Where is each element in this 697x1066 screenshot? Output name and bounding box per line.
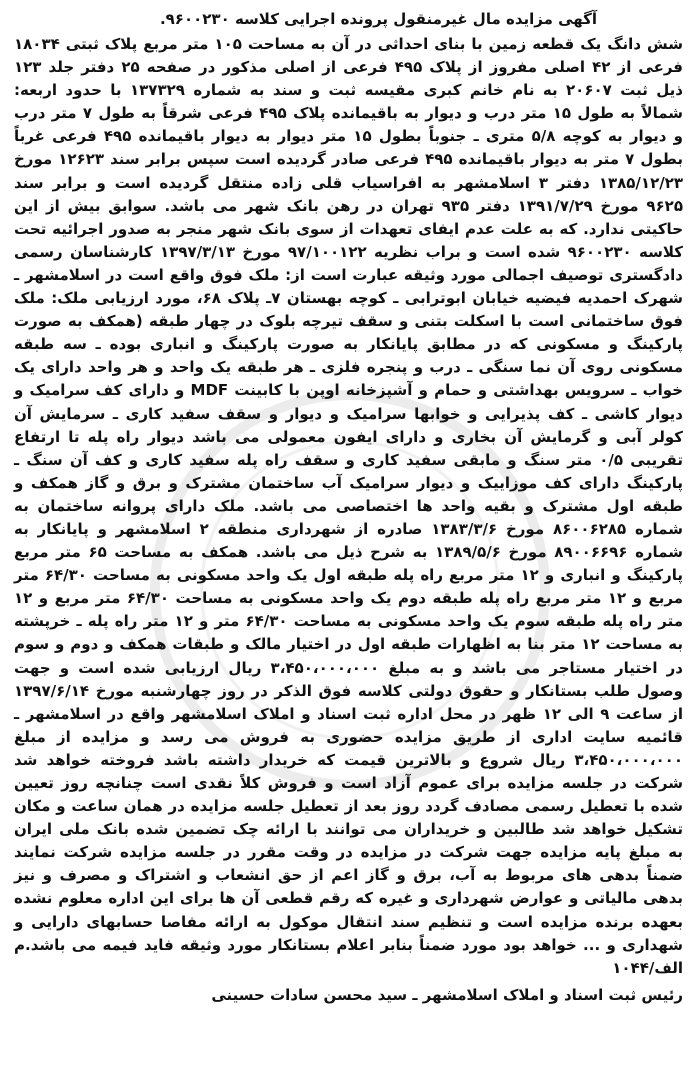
notice-title: آگهی مزایده مال غیرمنقول پرونده اجرایی کلاسه ۹۶۰۰۲۳۰. (159, 10, 598, 28)
notice-signature: رئیس ثبت اسناد و املاک اسلامشهر ـ سید محسن سادات حسینی (211, 985, 683, 1004)
notice-content (14, 8, 683, 1007)
notice-body: شش دانگ یک قطعه زمین با بنای احداثی در آن به مساحت ۱۰۵ متر مربع پلاک ثبتی ۱۸۰۳۴ فرعی از ۴۲ اصلی مفروز از پلاک ۴۹۵ فرعی از اصلی مذکور در صفحه ۲۵ دفتر جلد ۱۲۳ ذیل ثبت ۲۰۶۰۷ به نام خانم کبری مقیسه ثبت و سند به شماره ۱۳۷۳۲۹ با حدود اربعه: شمالاً به طول ۱۵ متر درب و دیوار به باقیمانده پلاک ۴۹۵ فرعی شرقاً به طول ۷ متر درب و دیوار به کوچه ۵/۸ متری ـ جنوباً بطول ۱۵ متر دیوار به دیوار باقیمانده ۴۹۵ فرعی غرباً بطول ۷ متر به دیوار باقیمانده ۴۹۵ فرعی صادر گردیده است سپس برابر سند ۱۲۶۲۳ مورخ ۱۳۸۵/۱۲/۲۳ دفتر ۳ اسلامشهر به افراسیاب قلی زاده منتقل گردیده است و برابر سند ۹۶۲۵ مورخ ۱۳۹۱/۷/۲۹ دفتر ۹۳۵ تهران در رهن بانک شهر می باشد. سوابق بیش از این حاکیتی ندارد. که به علت عدم ایفای تعهدات از سوی بانک شهر منجر به صدور اجرائیه تحت کلاسه ۹۶۰۰۲۳۰ شده است و براب نظریه ۹۷/۱۰۰۱۲۲ مورخ ۱۳۹۷/۳/۱۳ کارشناسان رسمی دادگستری توصیف اجمالی مورد وثیقه عبارت است از: ملک فوق واقع است در اسلامشهر ـ شهرک احمدیه فیضیه خیابان ابوترابی ـ کوچه بهستان ۷ـ پلاک ۶۸، مورد ارزیابی ملک: ملک فوق ساختمانی است با اسکلت بتنی و سقف تیرچه بلوک در چهار طبقه (همکف به صورت پارکینگ و مسکونی که در مطابق پایانکار به صورت پارکینگ و انباری بوده ـ سه طبقه مسکونی روی آن نما سنگی ـ درب و پنجره فلزی ـ هر طبقه یک واحد و هر واحد دارای یک خواب ـ سرویس بهداشتی و حمام و آشپزخانه اوپن با کابینت MDF و دارای کف سرامیک و دیوار کاشی ـ کف پذیرایی و خوابها سرامیک و دیوار و سقف سفید کاری ـ سرمایش آن کولر آبی و گرمایش آن بخاری و دارای ایفون معمولی می باشد دیوار راه پله تا ارتفاع تقریبی ۰/۵ متر سنگ و مابقی سفید کاری و سقف راه پله سفید کاری و کف آن سنگ ـ پارکینگ دارای کف موزاییک و دیوار سرامیک آب ساختمان مشترک و برق و گاز همکف و طبقه اول مشترک و بقیه واحد ها اختصاصی می باشد. ملک دارای پروانه ساختمان به شماره ۸۶۰۰۶۲۸۵ مورخ ۱۳۸۳/۳/۶ صادره از شهرداری منطقه ۲ اسلامشهر و پایانکار به شماره ۸۹۰۰۶۶۹۶ مورخ ۱۳۸۹/۵/۶ به شرح ذیل می باشد. همکف به مساحت ۶۵ متر مربع پارکینگ و انباری و ۱۲ متر مربع راه پله طبقه اول یک واحد مسکونی به مساحت ۶۴/۳۰ متر مربع و ۱۲ متر مربع راه پله طبقه دوم یک واحد مسکونی به مساحت ۶۴/۳۰ متر مربع و ۱۲ متر راه پله طبقه سوم یک واحد مسکونی به مساحت ۶۴/۳۰ متر و ۱۲ متر راه پله ـ خرپشته به مساحت ۱۲ متر بنا به اظهارات طبقه اول در اختیار مالک و طبقات همکف و دوم و سوم در اختیار مستاجر می باشد و به مبلغ ۳،۴۵۰،۰۰۰،۰۰۰ ریال ارزیابی شده است و جهت وصول طلب بستانکار و حقوق دولتی کلاسه فوق الذکر در روز چهارشنبه مورخ ۱۳۹۷/۶/۱۴ از ساعت ۹ الی ۱۲ ظهر در محل اداره ثبت اسناد و املاک اسلامشهر واقع در اسلامشهر ـ قائمیه سایت اداری از طریق مزایده حضوری به فروش می رسد و مزایده از مبلغ ۳،۴۵۰،۰۰۰،۰۰۰ ریال شروع و بالاترین قیمت که خریدار داشته باشد فروخته خواهد شد شرکت در جلسه مزایده برای عموم آزاد است و فروش کلاً نقدی است چنانچه روز تعیین شده با تعطیل رسمی مصادف گردد روز بعد از تعطیل جلسه مزایده در همان ساعت و مکان تشکیل خواهد شد طالبین و خریداران می توانند با ارائه چک تضمین شده بانک ملی ایران به مبلغ پایه مزایده جهت شرکت در مزایده در وقت مقرر در جلسه مزایده شرکت نمایند ضمناً بدهی های مربوط به آب، برق و گاز اعم از حق انشعاب و اشتراک و مصرف و نیز بدهی مالیاتی و عوارض شهرداری و غیره که رقم قطعی آن ها برای این اداره معلوم نشده بعهده برنده مزایده است و تنظیم سند انتقال موکول به ارائه مفاصا حسابهای دارایی و شهداری و ... خواهد بود مورد ضمناً بنابر اعلام بستانکار مورد وثیقه فاید فیمه می باشد.م الف/۱۰۴۴ (14, 35, 684, 977)
